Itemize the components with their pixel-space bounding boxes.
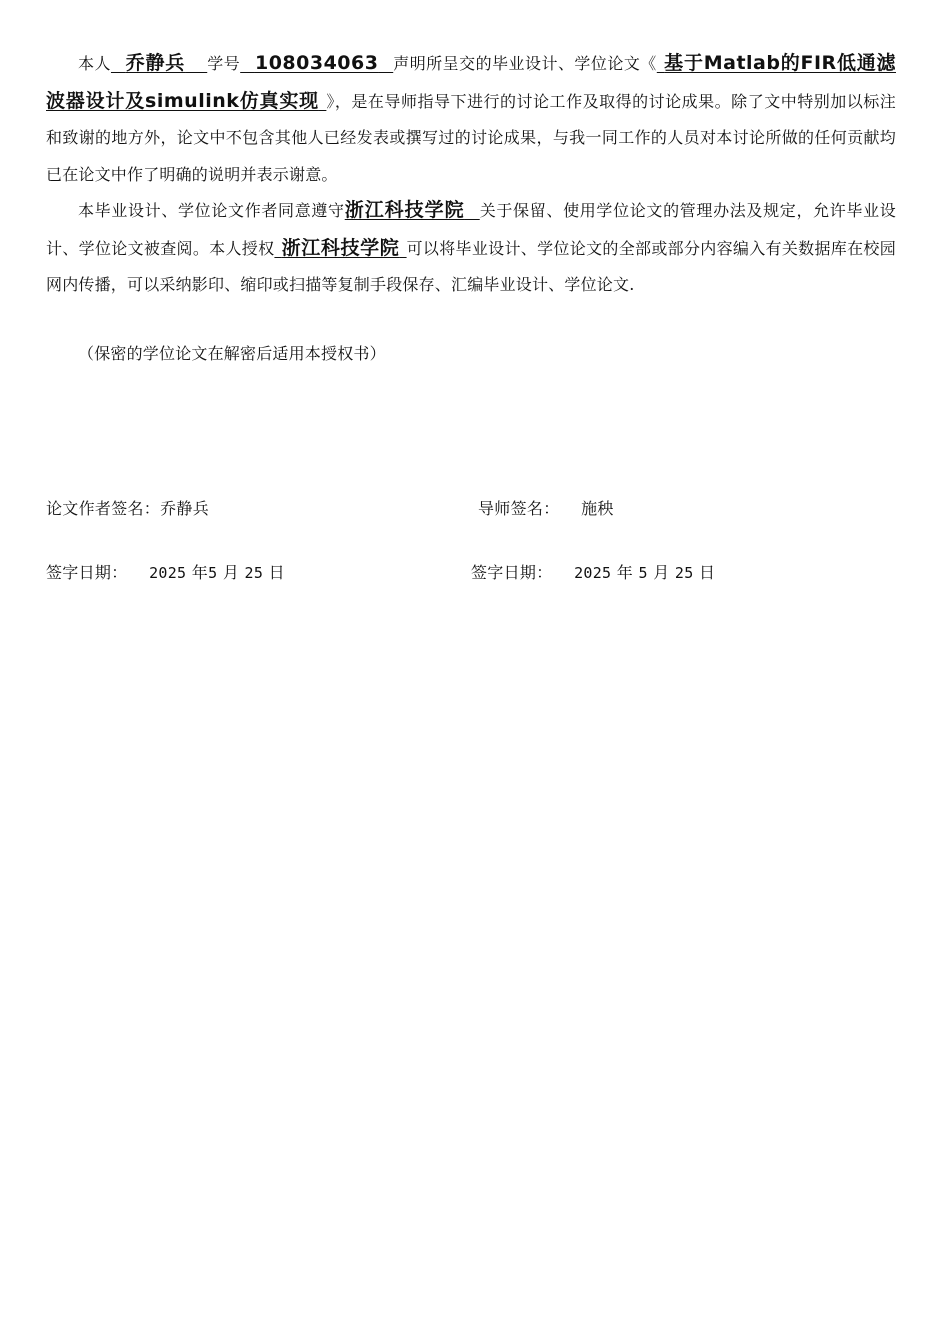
thesis-title-underlined: 基于Matlab的FIR低通滤波器设计及simulink仿真实现 <box>46 52 896 112</box>
self-prefix: 本人 <box>78 54 111 73</box>
author-signature-label: 论文作者签名： <box>46 499 161 518</box>
advisor-date-day: 25 <box>674 564 694 582</box>
author-name-underlined: 乔静兵 <box>125 52 186 74</box>
author-date-month: 5 <box>208 564 218 582</box>
advisor-date-month: 5 <box>638 564 648 582</box>
student-id-label: 学号 <box>207 54 241 73</box>
declare-text: 声明所呈交的毕业设计、学位论文《 <box>393 54 657 73</box>
advisor-signature-value: 施秧 <box>581 499 614 518</box>
institution-underlined-2: 浙江科技学院 <box>281 236 400 259</box>
author-sign-date: 签字日期： 2025 年5 月 25 日 <box>46 563 285 582</box>
confidential-note: （保密的学位论文在解密后适用本授权书） <box>78 344 386 363</box>
authorization-middle-text: 关于保留、使用学位论文的管理办法及规定，允许毕业设计、学位论文被查阅。本人授权 <box>46 201 896 258</box>
advisor-signature-label: 导师签名： <box>478 499 560 518</box>
author-date-year: 2025 <box>149 564 187 582</box>
advisor-date-year: 2025 <box>574 564 612 582</box>
authorization-end-text: 可以将毕业设计、学位论文的全部或部分内容编入有关数据库在校园网内传播，可以采纳影印、缩印或扫描等复制手段保存、汇编毕业设计、学位论文. <box>46 238 896 294</box>
advisor-signature <box>478 497 614 521</box>
advisor-date-label: 签字日期： <box>471 563 553 582</box>
author-signature <box>46 497 209 521</box>
author-date-label: 签字日期： <box>46 563 128 582</box>
student-id-underlined: 108034063 <box>254 52 379 74</box>
originality-declaration <box>46 45 896 193</box>
authorization-paragraph <box>46 192 896 304</box>
after-title-text: 》，是在导师指导下进行的讨论工作及取得的讨论成果。除了文中特别加以标注和致谢的地方外，论文中不包含其他人已经发表或撰写过的讨论成果，与我一同工作的人员对本讨论所做的任何贡献均已在论文中作了明确的说明并表示谢意。 <box>46 91 896 184</box>
advisor-sign-date: 签字日期： 2025 年 5 月 25 日 <box>471 563 716 582</box>
institution-underlined-1: 浙江科技学院 <box>344 199 465 221</box>
author-date-day: 25 <box>244 564 264 582</box>
author-signature-value: 乔静兵 <box>160 499 210 518</box>
authorization-start-text: 本毕业设计、学位论文作者同意遵守 <box>78 201 345 220</box>
